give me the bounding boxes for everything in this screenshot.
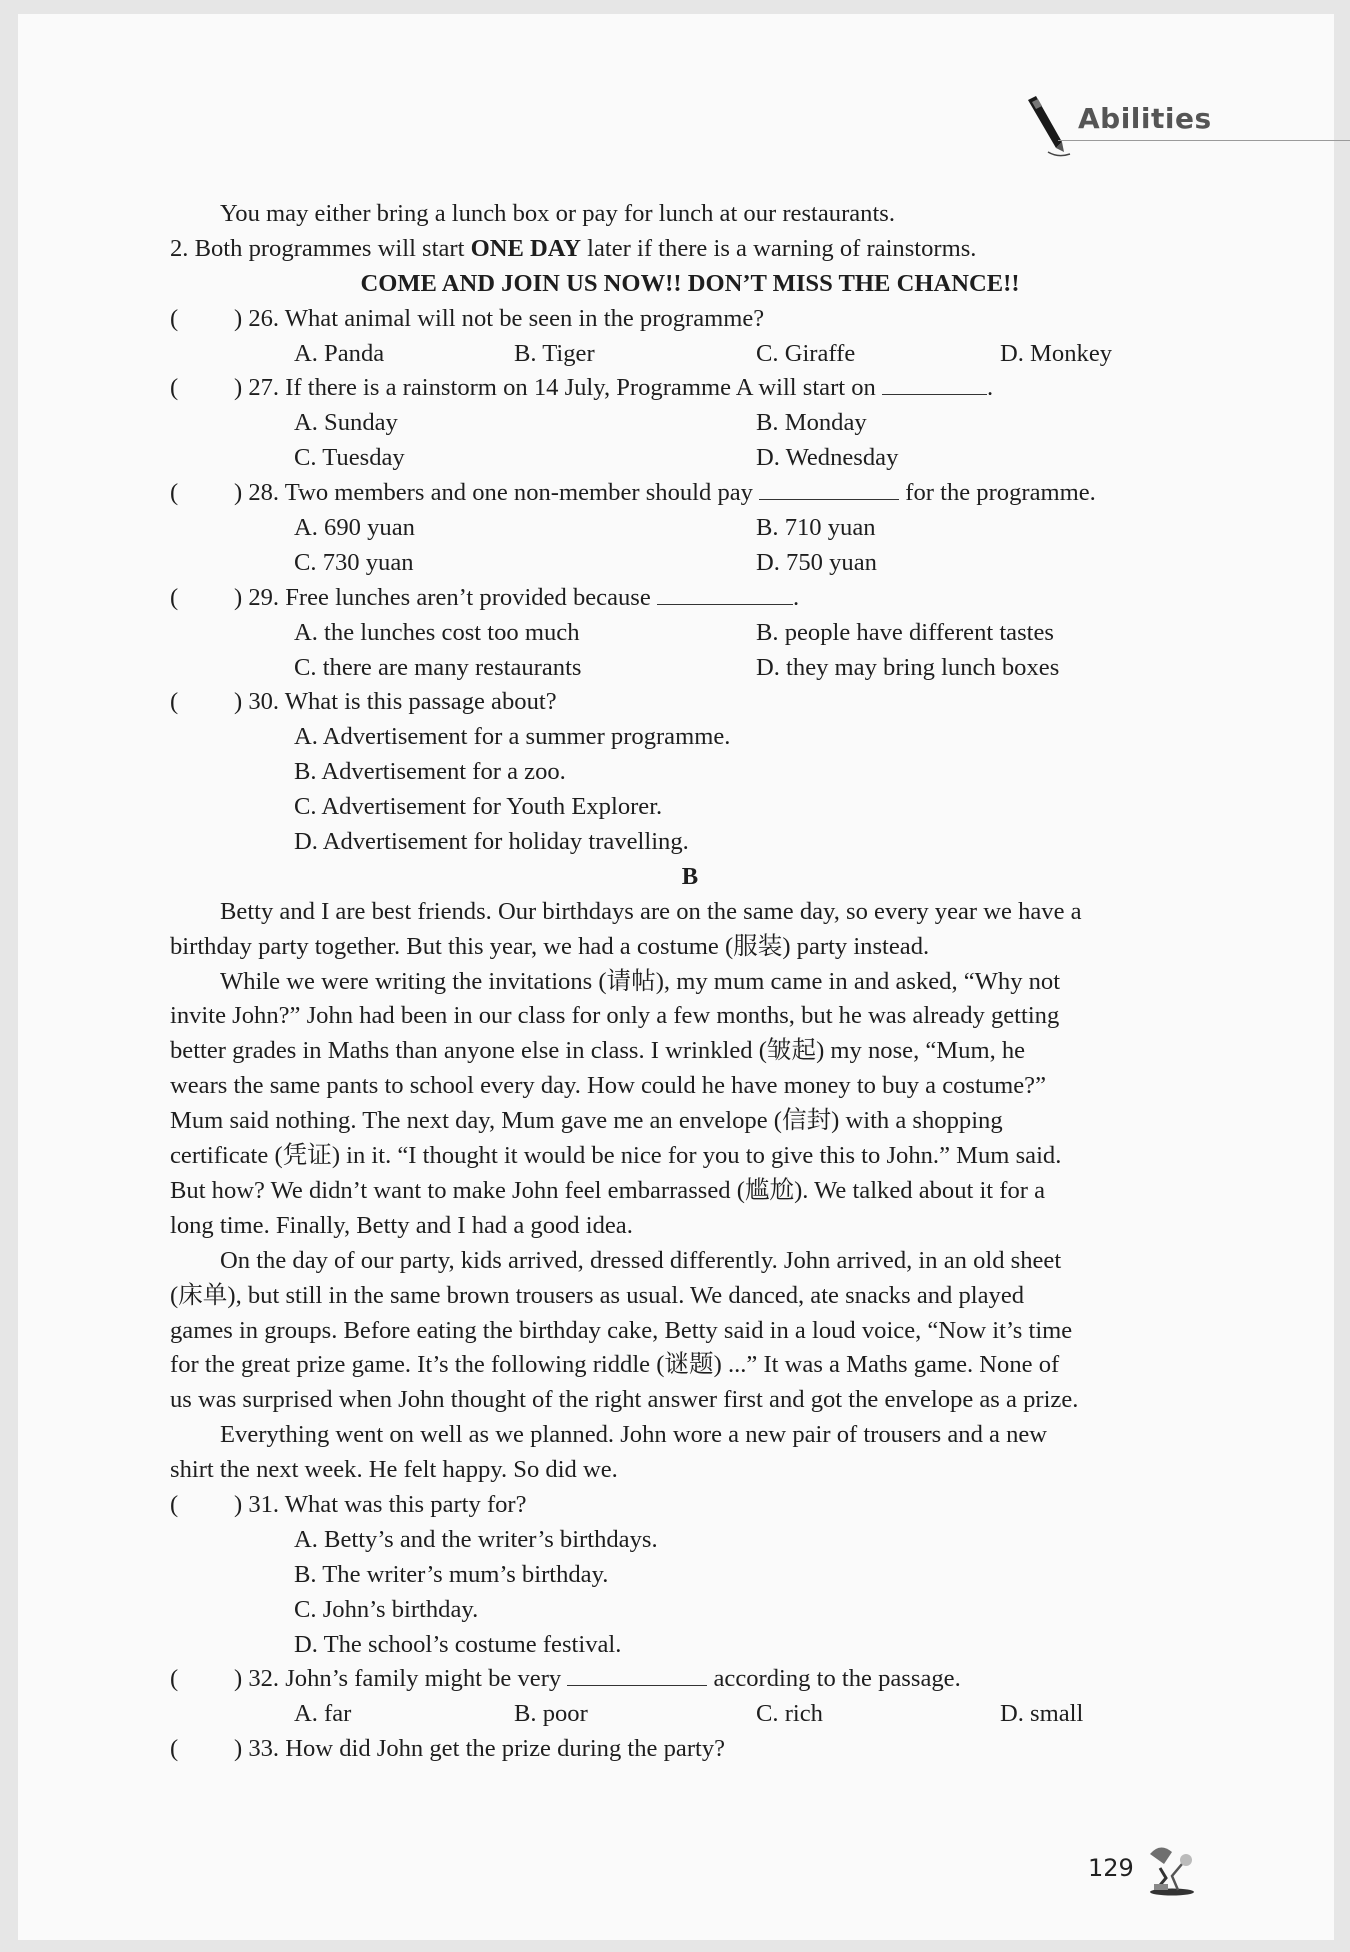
option-a: A. far <box>294 1700 352 1728</box>
reading-passage <box>170 895 1210 1488</box>
option-30b <box>170 755 1210 790</box>
options-27a <box>170 406 1210 441</box>
option-31a <box>170 1523 1210 1558</box>
question-text: ) 29. Free lunches aren’t provided because <box>234 583 651 611</box>
answer-bracket[interactable]: ( <box>170 583 179 611</box>
passage-line: long time. Finally, Betty and I had a good idea. <box>170 1211 633 1239</box>
answer-bracket[interactable]: ( <box>170 374 179 402</box>
option-d: D. The school’s costume festival. <box>294 1630 622 1658</box>
slogan: COME AND JOIN US NOW!! DON’T MISS THE CHANCE!! <box>360 269 1020 297</box>
question-text: ) 28. Two members and one non-member should pay <box>234 479 753 507</box>
header-rule <box>1058 140 1350 141</box>
answer-blank[interactable] <box>567 1663 707 1686</box>
option-a: A. Betty’s and the writer’s birthdays. <box>294 1525 658 1553</box>
answer-bracket[interactable]: ( <box>170 1735 179 1763</box>
answer-blank[interactable] <box>882 372 987 395</box>
passage-line: for the great prize game. It’s the following riddle (谜题) ...” It was a Maths game. None of <box>170 1351 1060 1379</box>
answer-bracket[interactable]: ( <box>170 1665 179 1693</box>
question-end: for the programme. <box>905 479 1096 507</box>
bold-one-day: ONE DAY <box>470 234 582 262</box>
question-end: . <box>792 583 800 611</box>
passage-line: While we were writing the invitations (请帖), my mum came in and asked, “Why not <box>220 967 1061 995</box>
option-c: C. Giraffe <box>756 339 856 367</box>
question-end: according to the passage. <box>713 1665 961 1693</box>
option-b: B. Tiger <box>514 339 595 367</box>
question-30 <box>170 685 1210 720</box>
question-31 <box>170 1488 1210 1523</box>
option-b: B. Advertisement for a zoo. <box>294 758 566 786</box>
option-a: A. Sunday <box>294 409 398 437</box>
option-d: D. Wednesday <box>756 444 899 472</box>
options-29a <box>170 616 1210 651</box>
section-heading-b: B <box>681 862 699 890</box>
option-c: C. Advertisement for Youth Explorer. <box>294 793 663 821</box>
option-a: A. 690 yuan <box>294 514 415 542</box>
option-b: B. Monday <box>756 409 867 437</box>
option-a: A. Panda <box>294 339 385 367</box>
options-29b <box>170 651 1210 686</box>
section-title: Abilities <box>1078 102 1212 135</box>
option-31c <box>170 1593 1210 1628</box>
answer-bracket[interactable]: ( <box>170 479 179 507</box>
options-26 <box>170 337 1210 372</box>
option-30c <box>170 790 1210 825</box>
page <box>18 14 1334 1940</box>
option-30d <box>170 825 1210 860</box>
question-end: . <box>987 374 994 402</box>
options-28a <box>170 511 1210 546</box>
option-c: C. rich <box>756 1700 823 1728</box>
passage-line: wears the same pants to school every day. How could he have money to buy a costume?” <box>170 1072 1046 1100</box>
option-a: A. the lunches cost too much <box>294 618 580 646</box>
option-c: C. John’s birthday. <box>294 1595 479 1623</box>
answer-bracket[interactable]: ( <box>170 304 179 332</box>
option-d: D. 750 yuan <box>756 548 877 576</box>
option-c: C. Tuesday <box>294 444 405 472</box>
question-29 <box>170 581 1210 616</box>
pen-icon <box>1018 94 1078 160</box>
passage-line: (床单), but still in the same brown trousers as usual. We danced, ate snacks and played <box>170 1281 1025 1309</box>
option-31d <box>170 1628 1210 1663</box>
option-b: B. people have different tastes <box>756 618 1054 646</box>
option-d: D. Advertisement for holiday travelling. <box>294 828 689 856</box>
page-number: 129 <box>1088 1854 1134 1882</box>
answer-blank[interactable] <box>657 582 793 605</box>
option-d: D. small <box>1000 1700 1084 1728</box>
option-b: B. 710 yuan <box>756 514 876 542</box>
question-text: ) 32. John’s family might be very <box>234 1665 562 1693</box>
passage-line: On the day of our party, kids arrived, dressed differently. John arrived, in an old sheet <box>220 1246 1062 1274</box>
passage-line: invite John?” John had been in our class for only a few months, but he was already getting <box>170 1002 1060 1030</box>
option-b: B. poor <box>514 1700 588 1728</box>
lunch-note: You may either bring a lunch box or pay for lunch at our restaurants. <box>220 200 896 227</box>
question-text: ) 30. What is this passage about? <box>234 688 557 716</box>
answer-bracket[interactable]: ( <box>170 688 179 716</box>
option-c: C. 730 yuan <box>294 548 414 576</box>
answer-bracket[interactable]: ( <box>170 1490 179 1518</box>
passage-line: games in groups. Before eating the birthday cake, Betty said in a loud voice, “Now it’s time <box>170 1316 1073 1344</box>
passage-line: birthday party together. But this year, we had a costume (服装) party instead. <box>170 932 930 960</box>
worksheet-content <box>170 197 1210 1767</box>
option-d: D. they may bring lunch boxes <box>756 653 1060 681</box>
page-footer <box>1088 1840 1228 1900</box>
question-28 <box>170 476 1210 511</box>
question-33 <box>170 1732 1210 1767</box>
passage-line: shirt the next week. He felt happy. So did we. <box>170 1456 618 1484</box>
question-32 <box>170 1662 1210 1697</box>
question-text: ) 31. What was this party for? <box>234 1490 527 1518</box>
question-text: ) 26. What animal will not be seen in the programme? <box>234 304 765 332</box>
passage-line: But how? We didn’t want to make John feel embarrassed (尴尬). We talked about it for a <box>170 1176 1046 1204</box>
option-c: C. there are many restaurants <box>294 653 582 681</box>
option-a: A. Advertisement for a summer programme. <box>294 723 731 751</box>
page-header <box>1018 94 1350 154</box>
question-27 <box>170 371 1210 406</box>
passage-line: certificate (凭证) in it. “I thought it would be nice for you to give this to John.” Mum said. <box>170 1142 1062 1170</box>
question-text: ) 27. If there is a rainstorm on 14 July, Programme A will start on <box>234 374 876 402</box>
option-d: D. Monkey <box>1000 339 1113 367</box>
options-28b <box>170 546 1210 581</box>
lamp-icon <box>1142 1840 1202 1896</box>
answer-blank[interactable] <box>759 477 899 500</box>
options-32 <box>170 1697 1210 1732</box>
rainstorm-note: 2. Both programmes will start ONE DAY later if there is a warning of rainstorms. <box>170 234 977 262</box>
passage-line: Mum said nothing. The next day, Mum gave me an envelope (信封) with a shopping <box>170 1107 1003 1135</box>
passage-line: Everything went on well as we planned. John wore a new pair of trousers and a new <box>220 1421 1048 1449</box>
question-text: ) 33. How did John get the prize during the party? <box>234 1735 726 1763</box>
option-b: B. The writer’s mum’s birthday. <box>294 1560 609 1588</box>
passage-line: better grades in Maths than anyone else in class. I wrinkled (皱起) my nose, “Mum, he <box>170 1037 1026 1065</box>
passage-line: Betty and I are best friends. Our birthdays are on the same day, so every year we have a <box>220 897 1082 925</box>
question-26 <box>170 302 1210 337</box>
option-31b <box>170 1558 1210 1593</box>
option-30a <box>170 720 1210 755</box>
options-27b <box>170 441 1210 476</box>
passage-line: us was surprised when John thought of the right answer first and got the envelope as a prize. <box>170 1386 1079 1414</box>
